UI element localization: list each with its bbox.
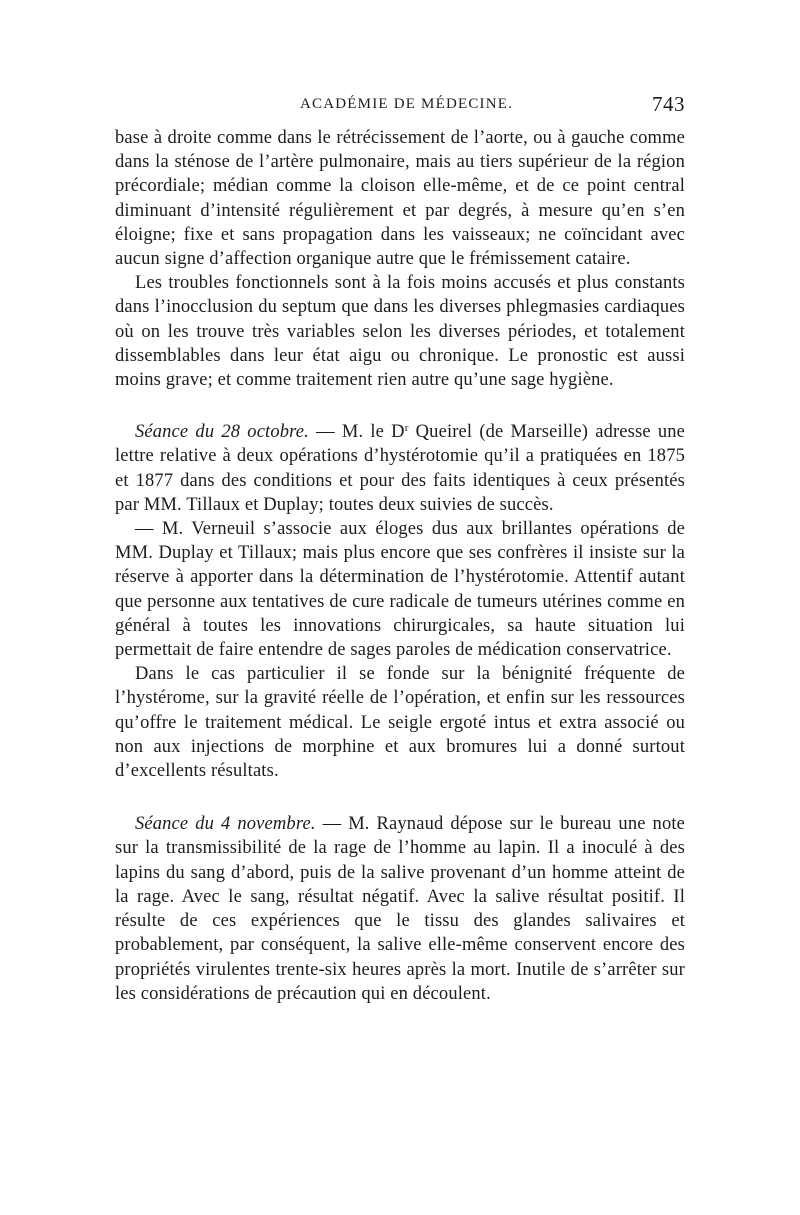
section-spacer [115, 392, 685, 420]
seance-date-28-octobre: Séance du 28 octobre. [135, 422, 309, 443]
paragraph-verneuil: — M. Verneuil s’associe aux éloges dus aux brillantes opérations de MM. Duplay et Tillaux; mais plus encore que ses confrères il insiste sur la réserve à apporter dans la détermination de l’hystérotomie. Attentif autant que personne aux tentatives de cure radicale de tumeurs utérines comme en général à toutes les innovations chirurgicales, sa haute situation lui permettait de faire entendre de sages paroles de médication conservatrice. [115, 519, 685, 661]
superscript: r [404, 422, 409, 435]
page-number: 743 [652, 92, 685, 116]
paragraph-continued: base à droite comme dans le rétrécissement de l’aorte, ou à gauche comme dans la sténose de l’artère pulmonaire, mais au tiers supérieur de la région précordiale; médian comme la cloison elle-même, et de ce point central diminuant d’intensité régulièrement et par degrés, à mesure qu’en s’en éloigne; fixe et sans propagation dans les vaisseaux; ne coïncidant avec aucun signe d’affection organique autre que le frémissement cataire. [115, 128, 685, 270]
paragraph-seance-4-novembre [115, 812, 685, 1006]
paragraph-text: — M. Raynaud dépose sur le bureau une note sur la transmissibilité de la rage de l’homme au lapin. Il a inoculé à des lapins du sang d’abord, puis de la salive provenant d’un homme atteint de la rage. Avec le sang, résultat négatif. Avec la salive résultat positif. Il résulte de ces expériences que le tissu des glandes salivaires et probablement, par conséquent, la salive elle-même conservent encore des propriétés virulentes trente-six heures après la mort. Inutile de s’arrêter sur les considérations de précaution qui en découlent. [115, 814, 685, 1004]
seance-date-4-novembre: Séance du 4 novembre. [135, 814, 316, 835]
paragraph-text: Queirel (de Marseille) adresse une lettre relative à deux opérations d’hystérotomie qu’il a pratiquées en 1875 et 1877 dans des conditions et pour des faits identiques à ceux présentés par MM. Tillaux et Duplay; toutes deux suivies de succès. [115, 422, 685, 515]
paragraph-text: — M. le D [308, 422, 405, 443]
page-header [115, 92, 685, 122]
section-spacer [115, 783, 685, 812]
paragraph-troubles-fonctionnels: Les troubles fonctionnels sont à la fois moins accusés et plus constants dans l’inocclusion du septum que dans les diverses phlegmasies cardiaques où on les trouve très variables selon les diverses périodes, et totalement dissemblables dans leur état aigu ou chronique. Le pronostic est aussi moins grave; et comme traitement rien autre qu’une sage hygiène. [115, 273, 685, 391]
paragraph-cas-particulier: Dans le cas particulier il se fonde sur la bénignité fréquente de l’hystérome, sur la gravité réelle de l’opération, et enfin sur les ressources qu’offre le traitement médical. Le seigle ergoté intus et extra associé ou non aux injections de morphine et aux bromures lui a donné surtout d’excellents résultats. [115, 664, 685, 782]
running-title: ACADÉMIE DE MÉDECINE. [300, 96, 514, 112]
page-body [115, 126, 685, 1006]
paragraph-seance-28-octobre [115, 420, 685, 517]
